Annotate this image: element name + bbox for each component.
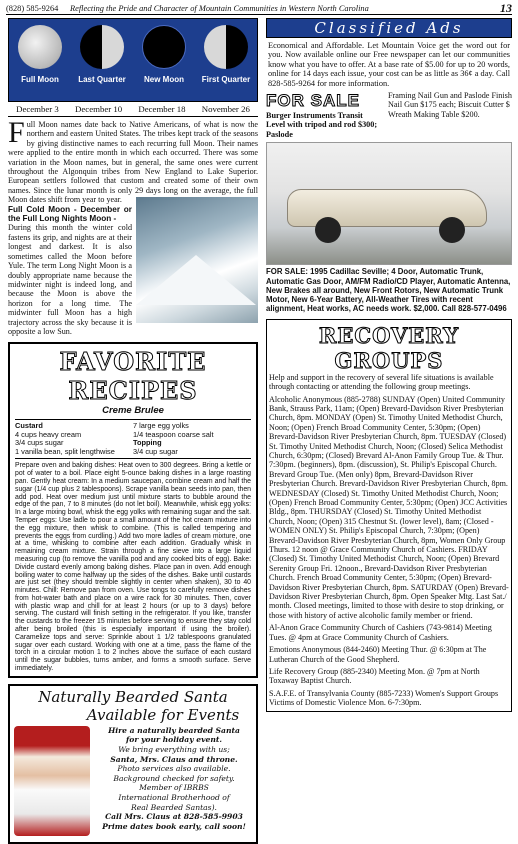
moon-label: First Quarter [201, 75, 251, 84]
favorite-recipes-box [8, 342, 258, 678]
for-sale-heading: FOR SALE [266, 91, 360, 111]
moon-full [12, 25, 68, 84]
moon-new [136, 25, 192, 84]
right-column [266, 18, 512, 712]
santa-photo [14, 726, 90, 836]
classified-ads-banner [266, 18, 512, 38]
santa-line: for your holiday event. [125, 735, 222, 745]
life-recovery-group: Life Recovery Group (885-2340) Meeting Mon. @ 7pm at North Toxaway Baptist Church. [269, 666, 480, 686]
article-paragraph: ull Moon names date back to Native Americans, of what is now the northern and eastern United States. The tribes kept track of the seasons by giving distinctive names to each recurring full Moon. Their names were applied to the entire month in which each occurred. There was some variation in the Moon names, but in general, the same ones were current throughout the Algonquin tribes from New England to Lake Superior. European settlers followed that custom and created some of their own names. Since the lunar month is only 29 days long on the average, the full Moon dates shift from year to year. [8, 120, 258, 205]
santa-line: Call Mrs. Claus at 828-585-9903 [105, 812, 243, 822]
left-column [8, 18, 258, 844]
topping-label: Topping [133, 438, 162, 448]
moon-label: Last Quarter [78, 75, 126, 84]
first-quarter-moon-icon [204, 25, 248, 69]
santa-heading: Naturally Bearded Santa [38, 687, 228, 706]
recipe-title: Creme Brulee [102, 405, 164, 417]
moon-date: December 18 [138, 104, 186, 114]
ingredient: 1/4 teaspoon coarse salt [133, 429, 214, 439]
santa-line: Photo services also available. [117, 764, 231, 774]
moon-article [8, 116, 258, 336]
recovery-groups-box [266, 319, 512, 712]
moon-label: New Moon [144, 75, 184, 84]
last-quarter-moon-icon [80, 25, 124, 69]
recipes-heading: FAVORITE RECIPES [59, 347, 207, 406]
moon-first-quarter [198, 25, 254, 84]
ingredient: 7 large egg yolks [133, 421, 189, 431]
ingredient: 3/4 cup sugar [133, 446, 178, 456]
moon-dates [8, 102, 258, 117]
ingredient: 3/4 cups sugar [15, 438, 64, 448]
ingredient: 1 vanilla bean, split lengthwise [15, 446, 115, 456]
classified-heading: Classified Ads [314, 19, 464, 37]
new-moon-icon [142, 25, 186, 69]
ingredients-table [15, 419, 251, 459]
santa-line: Prime dates book early, call soon! [102, 821, 246, 831]
santa-line: We bring everything with us; [118, 745, 230, 755]
for-sale-tools-continued: Framing Nail Gun and Paslode Finish Nail Gun $175 each; Biscuit Cutter $ Wreath Making Table $200. [388, 91, 512, 119]
car-photo [266, 142, 512, 265]
moon-phases-box [8, 18, 258, 102]
recipe-method: Prepare oven and baking dishes: Heat oven to 300 degrees. Bring a kettle or pot of water to a boil. Place eight 5-ounce baking dishes in a large roasting pan. Gently heat cream: In a medium saucepan, combine cream and half the sugar (1/4 cup plus 2 tablespoons). Scrape vanilla bean seeds into pan, then add pod. Heat over medium just until mixture starts to bubble around the edge of the pan, 7 to 8 minutes (do not let boil). Meanwhile, whisk egg yolks: In a large mixing bowl, whisk the egg yolks with remaining sugar and the salt. Temper eggs: Use ladle to pour a small amount of the hot cream mixture into the egg mixture, then whisk to combine. (This is called tempering and prevents the eggs from curdling.) Add two more ladles of cream mixture, one at a time, whisking to combine after each addition. Gradually whisk in remaining cream mixture. Strain through a fine sieve into a large liquid measuring cup (to remove the vanilla pod and any cooked bits of egg). Bake: Divide custard evenly among baking dishes. Place pan in oven. Add enough boiling water to come halfway up the sides of the dishes. Bake until custards are just set (they should tremble slightly in center when shaken), 30 to 40 minutes. Chill: Remove pan from oven. Use tongs to carefully remove dishes from hot-water bath and place on a wire rack for 30 minutes. Then, cover with plastic wrap and chill for at least 2 hours (or up to 3 days) before serving. The custard will finish setting in the refrigerator. If you like, transfer the custards to the freezer 15 minutes before serving to ensure they stay cold after being broiled (this is especially important if using the broiler). Caramelize tops and serve: Sprinkle about 1 1/2 tablespoons granulated sugar over each custard. Working with one at a time, pass the flame of the torch in a circular motion 1 to 2 inches above the surface of each custard until the sugar bubbles, turns amber, and forms a smooth surface. Serve immediately. [15, 462, 251, 673]
for-sale-listing [266, 91, 512, 139]
custard-label: Custard [15, 421, 43, 431]
santa-ad [8, 684, 258, 844]
moon-date: December 10 [75, 104, 123, 114]
page-header [6, 2, 512, 15]
santa-line: Hire a naturally bearded Santa [108, 725, 240, 735]
article-paragraph: During this month the winter cold fastens its grip, and nights are at their longest and darkest. It is also sometimes called the Moon before Yule. The term Long Night Moon is a doubly appropriate name because the midwinter night is indeed long, and because the Moon is above the horizon for a long time. The midwinter full Moon has a high trajectory across the sky because it is opposite a low Sun. [8, 223, 132, 336]
alcoholics-anonymous: Alcoholic Anonymous (885-2788) SUNDAY (Open) United Community Bank, Strauss Park, 11am; (Open) Brevard-Davidson River Presbyterian Church, 8pm. MONDAY (Open) St. Timothy United Methodist Church, Noon; (Open) French Broad Community Center, 5:30pm; (Open) Brevard-Davidson River Presbyterian Church, 8pm. TUESDAY (Closed) St. Timothy United Methodist Church, Noon; (Closed) Selica Methodist Church, 6:30pm; (Closed) Brevard Al-Anon Family Group Tue. & Thur. 7:30pm. (beginners), 8pm. (discussion), St. Philip's Episcopal Church. Brevard Group Tue. (Men only) 8pm, Brevard-Davidson River Presbyterian Church. Brevard-Davidson River Presbyterian Church, 8pm. WEDNESDAY (Closed) St. Timothy United Methodist Church, Noon; (Open) French Broad Community Center, 5:30pm; (Open) JCC Activities Bldg., 8pm. THURSDAY (Closed) St. Timothy United Methodist Church, Noon; (Open) 315 Chestnut St. (lower level), 8am; (Closed - WOMEN ONLY) St. Philip's Episcopal Church, 7:30pm; (Open) Brevard-Davidson River Presbyterian Church, 8pm, Women Only Group Thurs. 12 noon @ Grace Community Church of Cashiers. FRIDAY (Closed) St. Timothy United Methodist Church, Noon; (Open) Brevard Serenity Group Fri. 12noon., Brevard-Davidson River Presbyterian Church. French Broad Community Center, 5:30pm; (Open) Brevard-Davidson River Presbyterian Church, 8pm. SATURDAY (Open) Brevard-Davidson River Presbyterian Church, 8pm. Open Speaker Mtg. Last Sat./ month. Closed meetings, limited to those with desire to stop drinking, or those with history of active alcoholic family member or friend. [269, 394, 509, 620]
article-subhead: Full Cold Moon - December or the Full Long Nights Moon - [8, 204, 132, 224]
ingredient: 4 cups heavy cream [15, 429, 82, 439]
santa-text [94, 726, 254, 832]
moon-date: November 26 [201, 104, 250, 114]
snowy-mountain-image [136, 197, 258, 323]
santa-line: Member of IBRBS [139, 783, 209, 793]
car-for-sale-caption: FOR SALE: 1995 Cadillac Seville; 4 Door, Automatic Trunk, Automatic Gas Door, AM/FM Radio/CD Player, Automatic Antenna, New Brakes all around, New Front Rotors, New Automatic Trunk Motor, New 6-Year Battery, All-Weather Tires with recent alignment, Heat works, AC needs work. $2,000. Call 828-577-0496 [266, 267, 511, 314]
al-anon: Al-Anon Grace Community Church of Cashiers (743-9814) Meeting Tues. @ 4pm at Grace Community Church of Cashiers. [269, 623, 492, 642]
recovery-heading: RECOVERY GROUPS [318, 322, 460, 373]
moon-date: December 3 [16, 104, 59, 114]
emotions-anonymous: Emotions Anonymous (844-2460) Meeting Thur. @ 6:30pm at The Lutheran Church of the Good Shepherd. [269, 645, 487, 664]
header-phone: (828) 585-9264 [6, 3, 59, 13]
santa-line: International Brotherhood of [118, 793, 230, 803]
dropcap: F [8, 116, 25, 149]
classified-intro: Economical and Affordable. Let Mountain Voice get the word out for you. Now available online our Free newspaper can let our communities know what you have to offer. At a base rate of $5.00 for up to 20 words, online for 14 days each issue, your cost can be as little as 36¢ a day. Call 828-585-9264 for more information. [268, 41, 510, 88]
safe-transylvania: S.A.F.E. of Transylvania County (885-7233) Women's Support Groups Victims of Domestic Violence Mon. 6-7:30pm. [269, 688, 499, 708]
santa-line: Real Bearded Santas). [131, 802, 217, 812]
santa-line: Santa, Mrs. Claus and throne. [110, 754, 238, 764]
header-tagline: Reflecting the Pride and Character of Mountain Communities in Western North Carolina [70, 3, 369, 13]
page-number: 13 [500, 0, 512, 15]
moon-label: Full Moon [21, 75, 59, 84]
moon-last-quarter [74, 25, 130, 84]
recovery-intro: Help and support in the recovery of several life situations is available through contacting or attending the following group meetings. [269, 372, 494, 392]
full-moon-icon [18, 25, 62, 69]
santa-line: Background checked for safety. [113, 773, 235, 783]
santa-subheading: Available for Events [86, 705, 240, 724]
for-sale-tools: Burger Instruments Transit Level with tripod and rod $300; Paslode [266, 111, 378, 139]
